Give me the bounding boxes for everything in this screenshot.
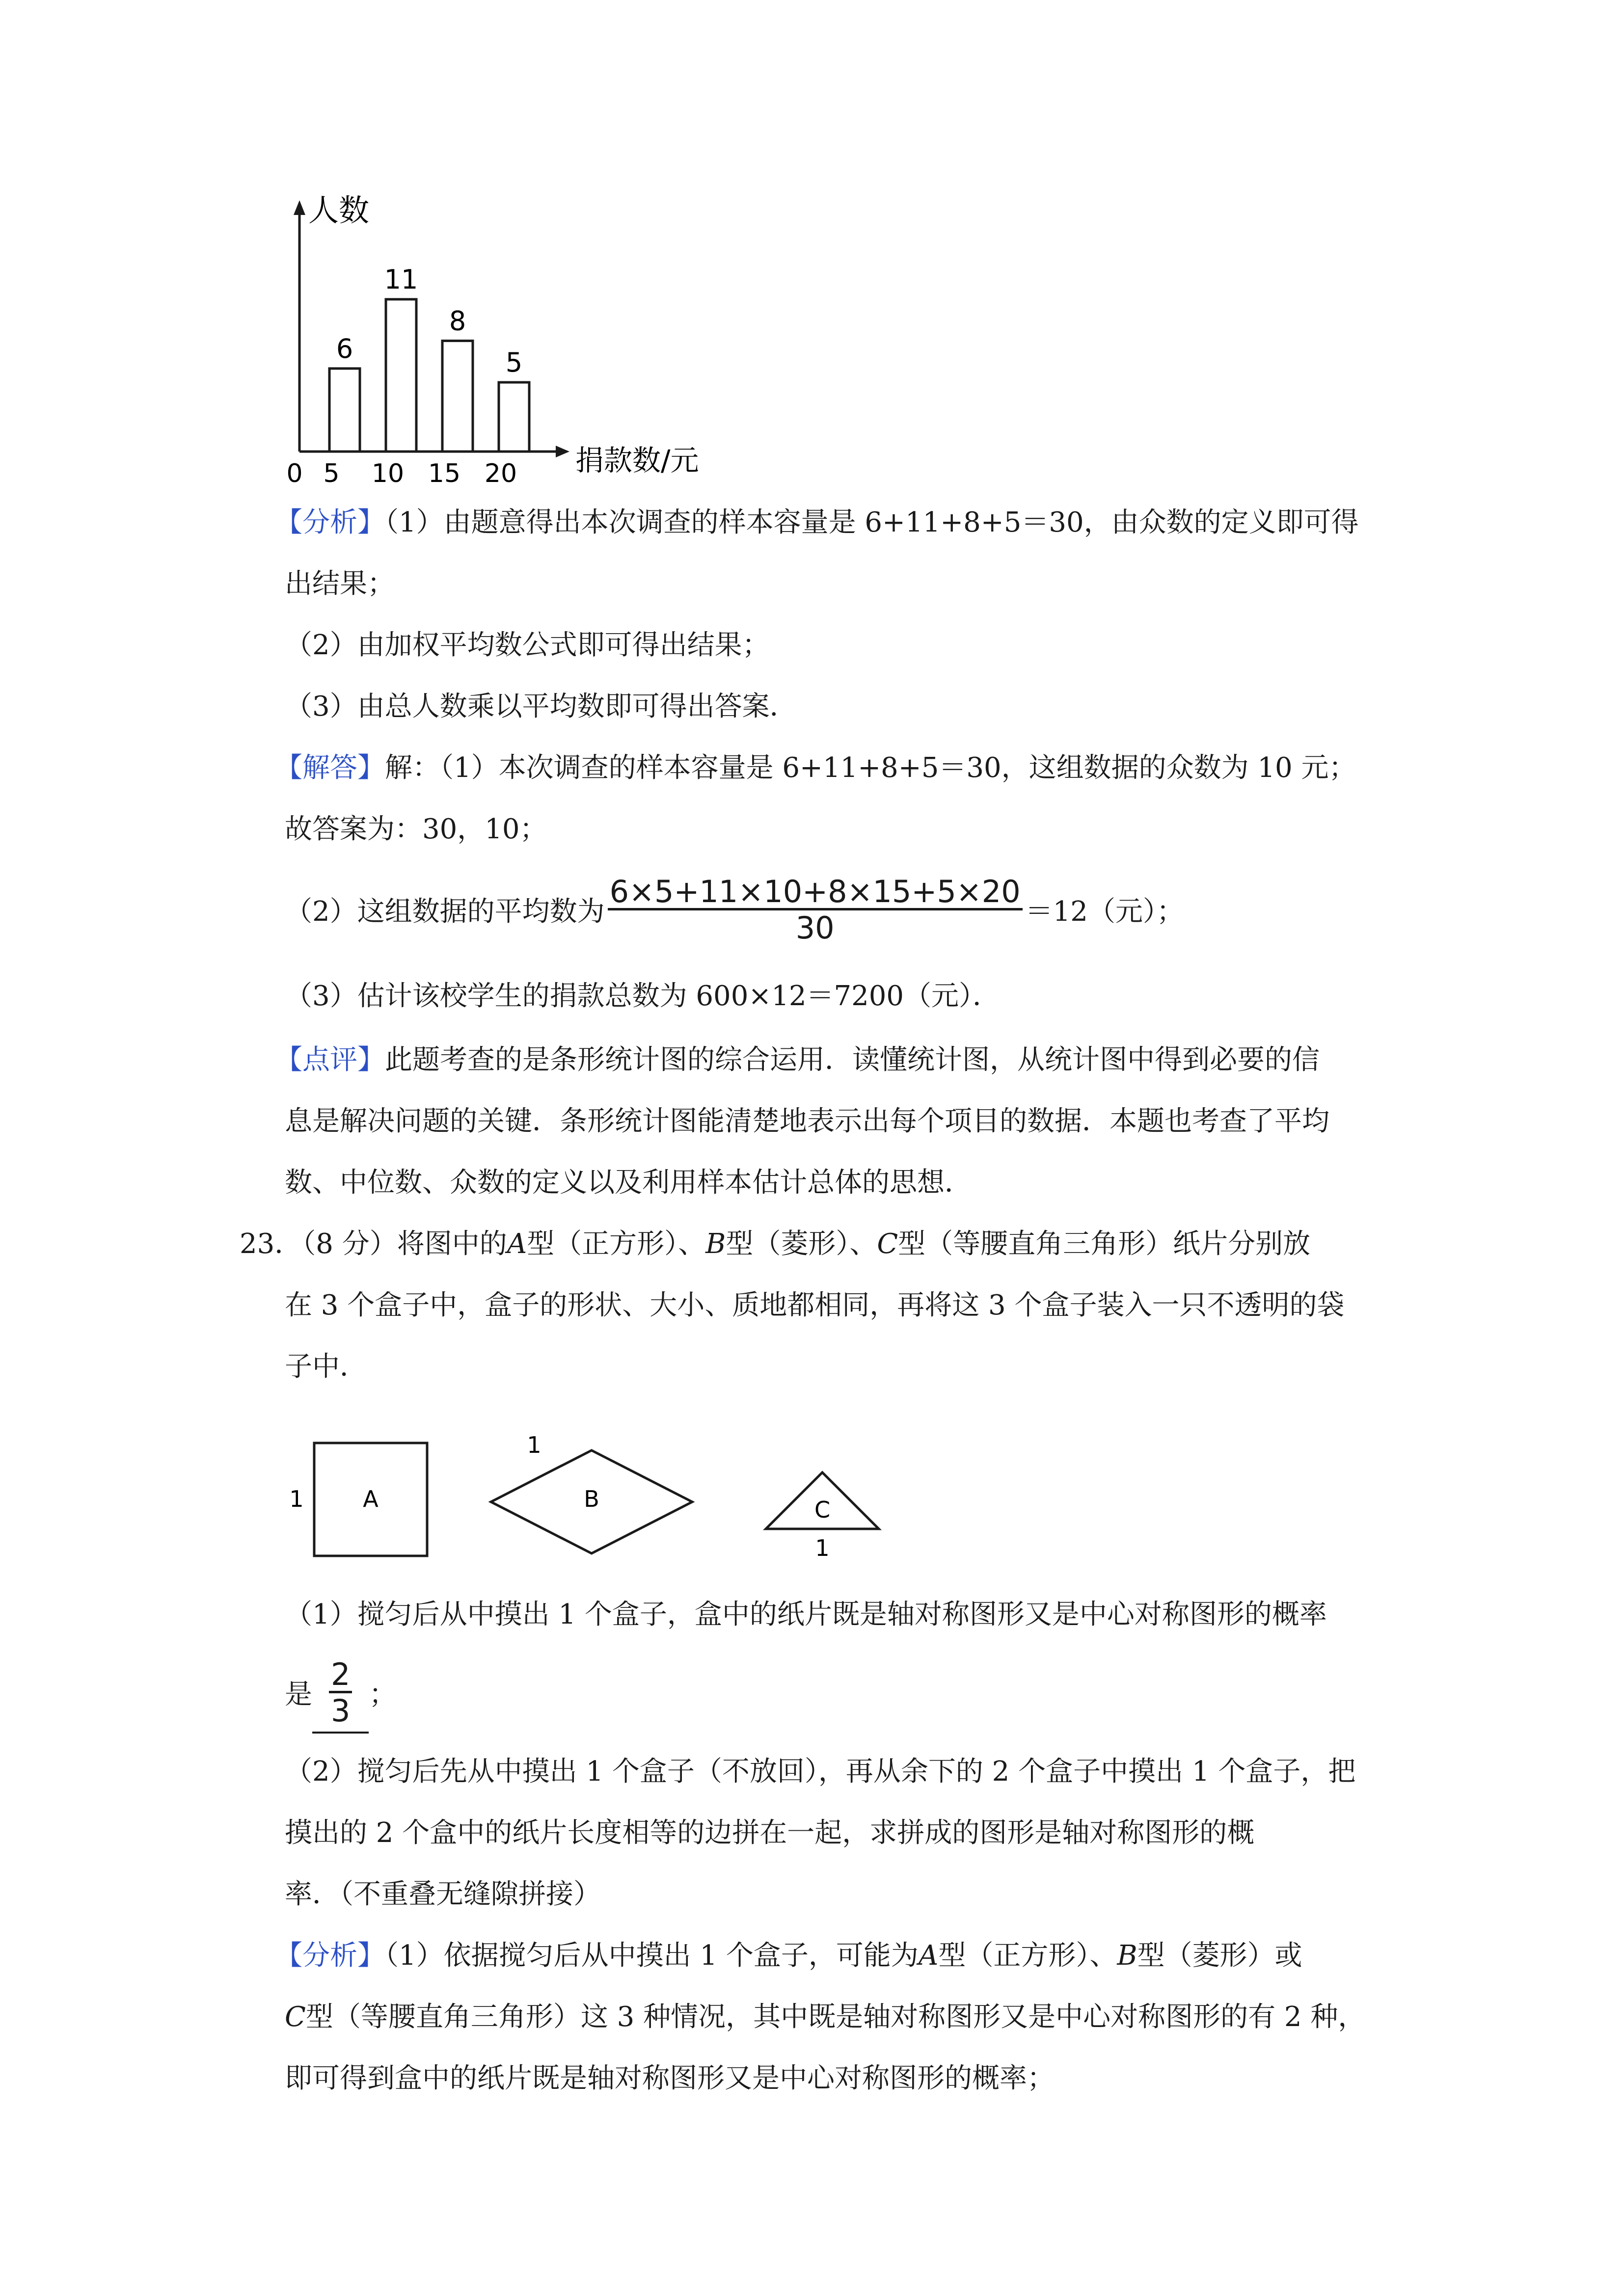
x-tick-label-15: 15 bbox=[428, 459, 461, 488]
type-c: C bbox=[877, 1228, 898, 1260]
probability-numerator: 2 bbox=[329, 1658, 352, 1693]
q22-answer-line1 bbox=[275, 751, 1356, 785]
bar-15 bbox=[442, 341, 473, 452]
q23-stem-line3: 子中． bbox=[285, 1351, 367, 1383]
bar-value-label-15: 8 bbox=[449, 305, 466, 337]
bar-value-label-5: 6 bbox=[336, 333, 353, 364]
stem-part: 型（等腰直角三角形）纸片分别放 bbox=[898, 1228, 1311, 1260]
q22-comment-line1 bbox=[275, 1043, 1320, 1077]
q23-stem-line2: 在 3 个盒子中，盒子的形状、大小、质地都相同，再将这 3 个盒子装入一只不透明的袋 bbox=[285, 1289, 1345, 1321]
y-axis bbox=[294, 200, 305, 452]
comment-tag: 【点评】 bbox=[275, 1044, 385, 1076]
analysis-text: （1）依据搅匀后从中摸出 1 个盒子，可能为 bbox=[385, 1940, 919, 1972]
y-axis-label: 人数 bbox=[308, 192, 370, 228]
q22-comment-line2: 息是解决问题的关键．条形统计图能清楚地表示出每个项目的数据．本题也考查了平均 bbox=[285, 1105, 1329, 1137]
q22-analysis-line2: 出结果； bbox=[285, 568, 395, 600]
triangle-shape bbox=[766, 1472, 879, 1561]
analysis-text: 型（正方形）、 bbox=[938, 1940, 1117, 1972]
q23-part2-line3: 率．（不重叠无缝隙拼接） bbox=[285, 1878, 601, 1910]
type-b: B bbox=[705, 1228, 726, 1260]
q23-stem-line1 bbox=[240, 1227, 1310, 1261]
q23-part1-line2 bbox=[285, 1656, 397, 1734]
answer-2-suffix: ＝12（元）； bbox=[1025, 896, 1184, 928]
mean-fraction bbox=[608, 876, 1023, 946]
bar-20 bbox=[499, 382, 529, 452]
analysis-text: 型（等腰直角三角形）这 3 种情况，其中既是轴对称图形又是中心对称图形的有 2 种， bbox=[305, 2001, 1366, 2033]
rhombus-shape bbox=[491, 1433, 692, 1553]
type-a: A bbox=[918, 1940, 939, 1972]
q22-answer-line4: （3）估计该校学生的捐款总数为 600×12＝7200（元）． bbox=[285, 980, 1001, 1012]
q23-analysis-line2 bbox=[285, 2000, 1365, 2034]
type-b: B bbox=[1117, 1940, 1137, 1972]
x-tick-label-5: 5 bbox=[323, 459, 340, 488]
q23-part1-line1: （1）搅匀后从中摸出 1 个盒子，盒中的纸片既是轴对称图形又是中心对称图形的概率 bbox=[285, 1599, 1327, 1630]
answer-text: 解：（1）本次调查的样本容量是 6+11+8+5＝30，这组数据的众数为 10 元； bbox=[385, 752, 1356, 784]
rhombus-label: B bbox=[584, 1486, 599, 1512]
triangle-label: C bbox=[814, 1496, 831, 1523]
shapes-figure bbox=[275, 1433, 913, 1580]
q23-analysis-line1 bbox=[275, 1939, 1302, 1973]
x-tick-label-10: 10 bbox=[371, 459, 405, 488]
q23-part2-line1: （2）搅匀后先从中摸出 1 个盒子（不放回），再从余下的 2 个盒子中摸出 1 个盒子，把 bbox=[285, 1756, 1356, 1788]
q22-analysis-line3: （2）由加权平均数公式即可得出结果； bbox=[285, 629, 770, 661]
bar-10 bbox=[386, 299, 416, 452]
q22-answer-line3 bbox=[285, 874, 1184, 949]
q22-answer-line2: 故答案为：30，10； bbox=[285, 813, 547, 845]
bar-value-label-10: 11 bbox=[384, 264, 418, 295]
rhombus-side-label: 1 bbox=[527, 1433, 541, 1458]
square-side-label: 1 bbox=[289, 1486, 304, 1512]
mean-denominator: 30 bbox=[795, 910, 835, 946]
stem-part: 型（菱形）、 bbox=[726, 1228, 877, 1260]
bar-value-label-20: 5 bbox=[505, 347, 523, 378]
origin-label: 0 bbox=[286, 459, 303, 488]
type-a: A bbox=[507, 1228, 527, 1260]
answer-blank bbox=[312, 1656, 369, 1734]
stem-part: （8 分）将图中的 bbox=[302, 1228, 507, 1260]
probability-denominator: 3 bbox=[331, 1693, 351, 1729]
q23-part2-line2: 摸出的 2 个盒中的纸片长度相等的边拼在一起，求拼成的图形是轴对称图形的概 bbox=[285, 1817, 1255, 1849]
q23-analysis-line3: 即可得到盒中的纸片既是轴对称图形又是中心对称图形的概率； bbox=[285, 2062, 1055, 2094]
x-tick-label-20: 20 bbox=[484, 459, 517, 488]
type-c: C bbox=[285, 2001, 306, 2033]
analysis-text: （1）由题意得出本次调查的样本容量是 6+11+8+5＝30，由众数的定义即可得 bbox=[385, 507, 1359, 538]
analysis-tag: 【分析】 bbox=[275, 507, 385, 538]
part1-prefix: 是 bbox=[285, 1679, 312, 1710]
bar-chart bbox=[275, 191, 746, 496]
probability-fraction bbox=[329, 1658, 352, 1729]
analysis-text: 型（菱形）或 bbox=[1137, 1940, 1302, 1972]
bars bbox=[323, 264, 529, 488]
mean-numerator: 6×5+11×10+8×15+5×20 bbox=[608, 876, 1023, 910]
q22-analysis-line1 bbox=[275, 506, 1359, 540]
stem-part: 型（正方形）、 bbox=[527, 1228, 706, 1260]
comment-text: 此题考查的是条形统计图的综合运用．读懂统计图，从统计图中得到必要的信 bbox=[385, 1044, 1320, 1076]
question-number: 23． bbox=[240, 1228, 302, 1260]
triangle-base-label: 1 bbox=[815, 1535, 830, 1561]
answer-tag: 【解答】 bbox=[275, 752, 385, 784]
analysis-tag: 【分析】 bbox=[275, 1940, 385, 1972]
q22-analysis-line4: （3）由总人数乘以平均数即可得出答案． bbox=[285, 691, 797, 722]
bar-5 bbox=[329, 369, 360, 452]
square-label: A bbox=[363, 1486, 379, 1512]
square-shape bbox=[289, 1443, 427, 1556]
answer-2-prefix: （2）这组数据的平均数为 bbox=[285, 896, 605, 928]
x-axis-label: 捐款数/元 bbox=[575, 444, 699, 477]
q22-comment-line3: 数、中位数、众数的定义以及利用样本估计总体的思想． bbox=[285, 1167, 972, 1199]
part1-suffix: ； bbox=[369, 1679, 397, 1710]
